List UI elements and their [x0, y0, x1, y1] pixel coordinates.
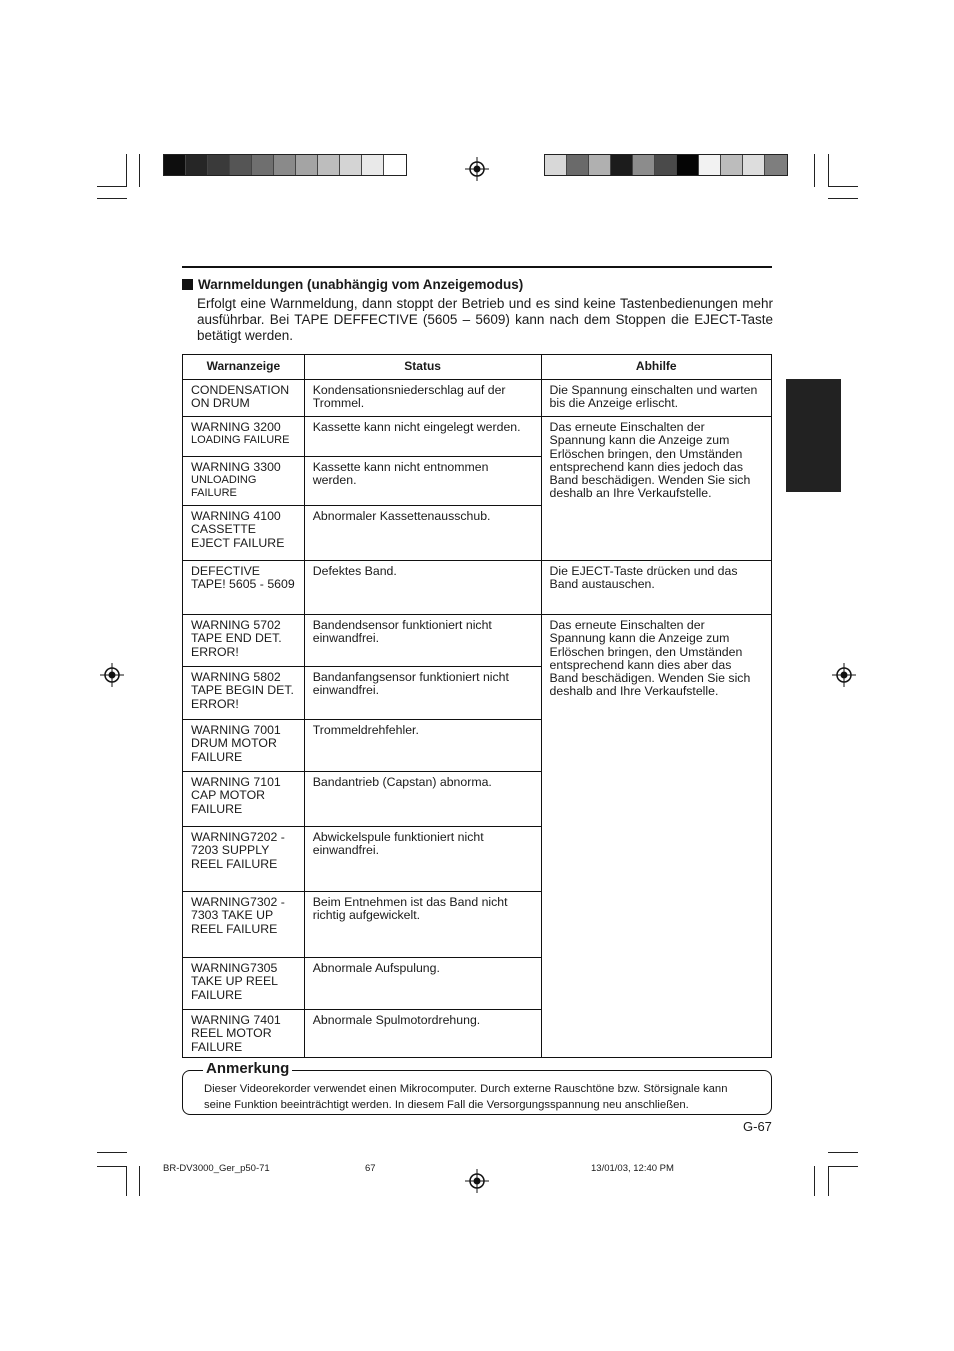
registration-mark-icon — [465, 1169, 489, 1193]
status-text: Bandanfangsensor funktioniert nicht einwandfrei. — [304, 667, 541, 720]
note-box — [182, 1060, 772, 1115]
square-bullet-icon — [182, 279, 193, 290]
color-swatch — [252, 155, 274, 175]
status-text: Beim Entnehmen ist das Band nicht richtig aufgewickelt. — [304, 892, 541, 958]
footer-filename: BR-DV3000_Ger_p50-71 — [163, 1163, 270, 1174]
color-swatch — [677, 155, 699, 175]
header-warnanzeige: Warnanzeige — [183, 355, 305, 380]
warning-code-sub: UNLOADING FAILURE — [191, 474, 257, 500]
header-abhilfe: Abhilfe — [541, 355, 771, 380]
color-swatch — [296, 155, 318, 175]
warning-code — [183, 457, 305, 506]
section-heading — [182, 277, 523, 292]
warning-code: WARNING 5802 TAPE BEGIN DET. ERROR! — [183, 667, 305, 720]
color-swatch — [384, 155, 406, 175]
color-swatch — [340, 155, 362, 175]
color-swatch — [567, 155, 589, 175]
color-swatch — [362, 155, 384, 175]
crop-mark — [828, 186, 858, 187]
color-swatch — [208, 155, 230, 175]
note-title: Anmerkung — [203, 1060, 292, 1077]
warning-code-main: WARNING 3300 — [191, 460, 281, 474]
remedy-text: Das erneute Einschalten der Spannung kann die Anzeige zum Erlöschen bringen, den Umständen entsprechend kann dies aber das Band beschädigen. Wenden Sie sich deshalb and Ihre Verkaufstelle. — [541, 615, 771, 1058]
table-row — [183, 615, 772, 667]
warning-code: CONDENSATION ON DRUM — [183, 380, 305, 417]
status-text: Kassette kann nicht entnommen werden. — [304, 457, 541, 506]
color-swatch — [164, 155, 186, 175]
section-title: Warnmeldungen (unabhängig vom Anzeigemodus) — [198, 277, 524, 292]
color-swatch — [721, 155, 743, 175]
color-bar-left — [163, 154, 407, 176]
status-text: Abnormaler Kassettenausschub. — [304, 506, 541, 561]
warning-code-sub: LOADING FAILURE — [191, 434, 290, 447]
warning-table — [182, 354, 772, 1058]
status-text: Abwickelspule funktioniert nicht einwandfrei. — [304, 827, 541, 892]
table-row — [183, 417, 772, 457]
status-text: Abnormale Spulmotordrehung. — [304, 1010, 541, 1058]
warning-code: WARNING 7401 REEL MOTOR FAILURE — [183, 1010, 305, 1058]
crop-mark — [828, 1166, 829, 1196]
status-text: Bandendsensor funktioniert nicht einwandfrei. — [304, 615, 541, 667]
remedy-text: Das erneute Einschalten der Spannung kann die Anzeige zum Erlöschen bringen, den Umständen entsprechend kann dies jedoch das Band beschädigen. Wenden Sie sich deshalb an Ihre Verkaufstelle. — [541, 417, 771, 561]
header-status: Status — [304, 355, 541, 380]
warning-code: WARNING 7001 DRUM MOTOR FAILURE — [183, 720, 305, 772]
crop-mark — [97, 198, 127, 199]
warning-code: WARNING7302 - 7303 TAKE UP REEL FAILURE — [183, 892, 305, 958]
crop-mark — [139, 1166, 140, 1196]
color-swatch — [655, 155, 677, 175]
color-swatch — [765, 155, 787, 175]
color-swatch — [633, 155, 655, 175]
chapter-tab — [786, 379, 841, 492]
color-swatch — [545, 155, 567, 175]
header-rule — [182, 266, 772, 268]
color-swatch — [230, 155, 252, 175]
registration-mark-icon — [100, 663, 124, 687]
crop-mark — [828, 1152, 858, 1153]
page-number: G-67 — [743, 1119, 772, 1134]
color-swatch — [611, 155, 633, 175]
crop-mark — [828, 1166, 858, 1167]
warning-code: WARNING7305 TAKE UP REEL FAILURE — [183, 958, 305, 1010]
warning-code: DEFECTIVE TAPE! 5605 - 5609 — [183, 561, 305, 615]
footer-page: 67 — [365, 1163, 376, 1174]
crop-mark — [814, 154, 815, 187]
crop-mark — [97, 1152, 127, 1153]
crop-mark — [97, 1166, 127, 1167]
section-intro: Erfolgt eine Warnmeldung, dann stoppt der Betrieb und es sind keine Tastenbedienungen mehr ausführbar. Bei TAPE DEFFECTIVE (5605 – 5609) kann nach dem Stoppen die EJECT-Taste betätigt werden. — [197, 296, 773, 343]
crop-mark — [139, 154, 140, 187]
color-swatch — [743, 155, 765, 175]
status-text: Kassette kann nicht eingelegt werden. — [304, 417, 541, 457]
color-swatch — [589, 155, 611, 175]
crop-mark — [126, 1166, 127, 1196]
color-swatch — [186, 155, 208, 175]
warning-code: WARNING 5702 TAPE END DET. ERROR! — [183, 615, 305, 667]
footer-datetime: 13/01/03, 12:40 PM — [591, 1163, 674, 1174]
warning-code: WARNING7202 - 7203 SUPPLY REEL FAILURE — [183, 827, 305, 892]
status-text: Abnormale Aufspulung. — [304, 958, 541, 1010]
remedy-text: Die EJECT-Taste drücken und das Band austauschen. — [541, 561, 771, 615]
crop-mark — [814, 1166, 815, 1196]
status-text: Trommeldrehfehler. — [304, 720, 541, 772]
registration-mark-icon — [465, 157, 489, 181]
color-swatch — [274, 155, 296, 175]
table-row — [183, 561, 772, 615]
color-swatch — [699, 155, 721, 175]
table-header-row — [183, 355, 772, 380]
color-bar-right — [544, 154, 788, 176]
table-row — [183, 380, 772, 417]
status-text: Bandantrieb (Capstan) abnorma. — [304, 772, 541, 827]
crop-mark — [126, 154, 127, 187]
warning-code: WARNING 7101 CAP MOTOR FAILURE — [183, 772, 305, 827]
crop-mark — [97, 186, 127, 187]
registration-mark-icon — [832, 663, 856, 687]
status-text: Kondensationsniederschlag auf der Trommel. — [304, 380, 541, 417]
warning-code: WARNING 4100 CASSETTE EJECT FAILURE — [183, 506, 305, 561]
crop-mark — [828, 154, 829, 187]
note-text: Dieser Videorekorder verwendet einen Mikrocomputer. Durch externe Rauschtöne bzw. Störsignale kann seine Funktion beeinträchtigt werden. In diesem Fall die Versorgungsspannung neu anschließen. — [204, 1083, 728, 1111]
color-swatch — [318, 155, 340, 175]
remedy-text: Die Spannung einschalten und warten bis die Anzeige erlischt. — [541, 380, 771, 417]
warning-code — [183, 417, 305, 457]
crop-mark — [828, 198, 858, 199]
warning-code-main: WARNING 3200 — [191, 420, 281, 434]
status-text: Defektes Band. — [304, 561, 541, 615]
